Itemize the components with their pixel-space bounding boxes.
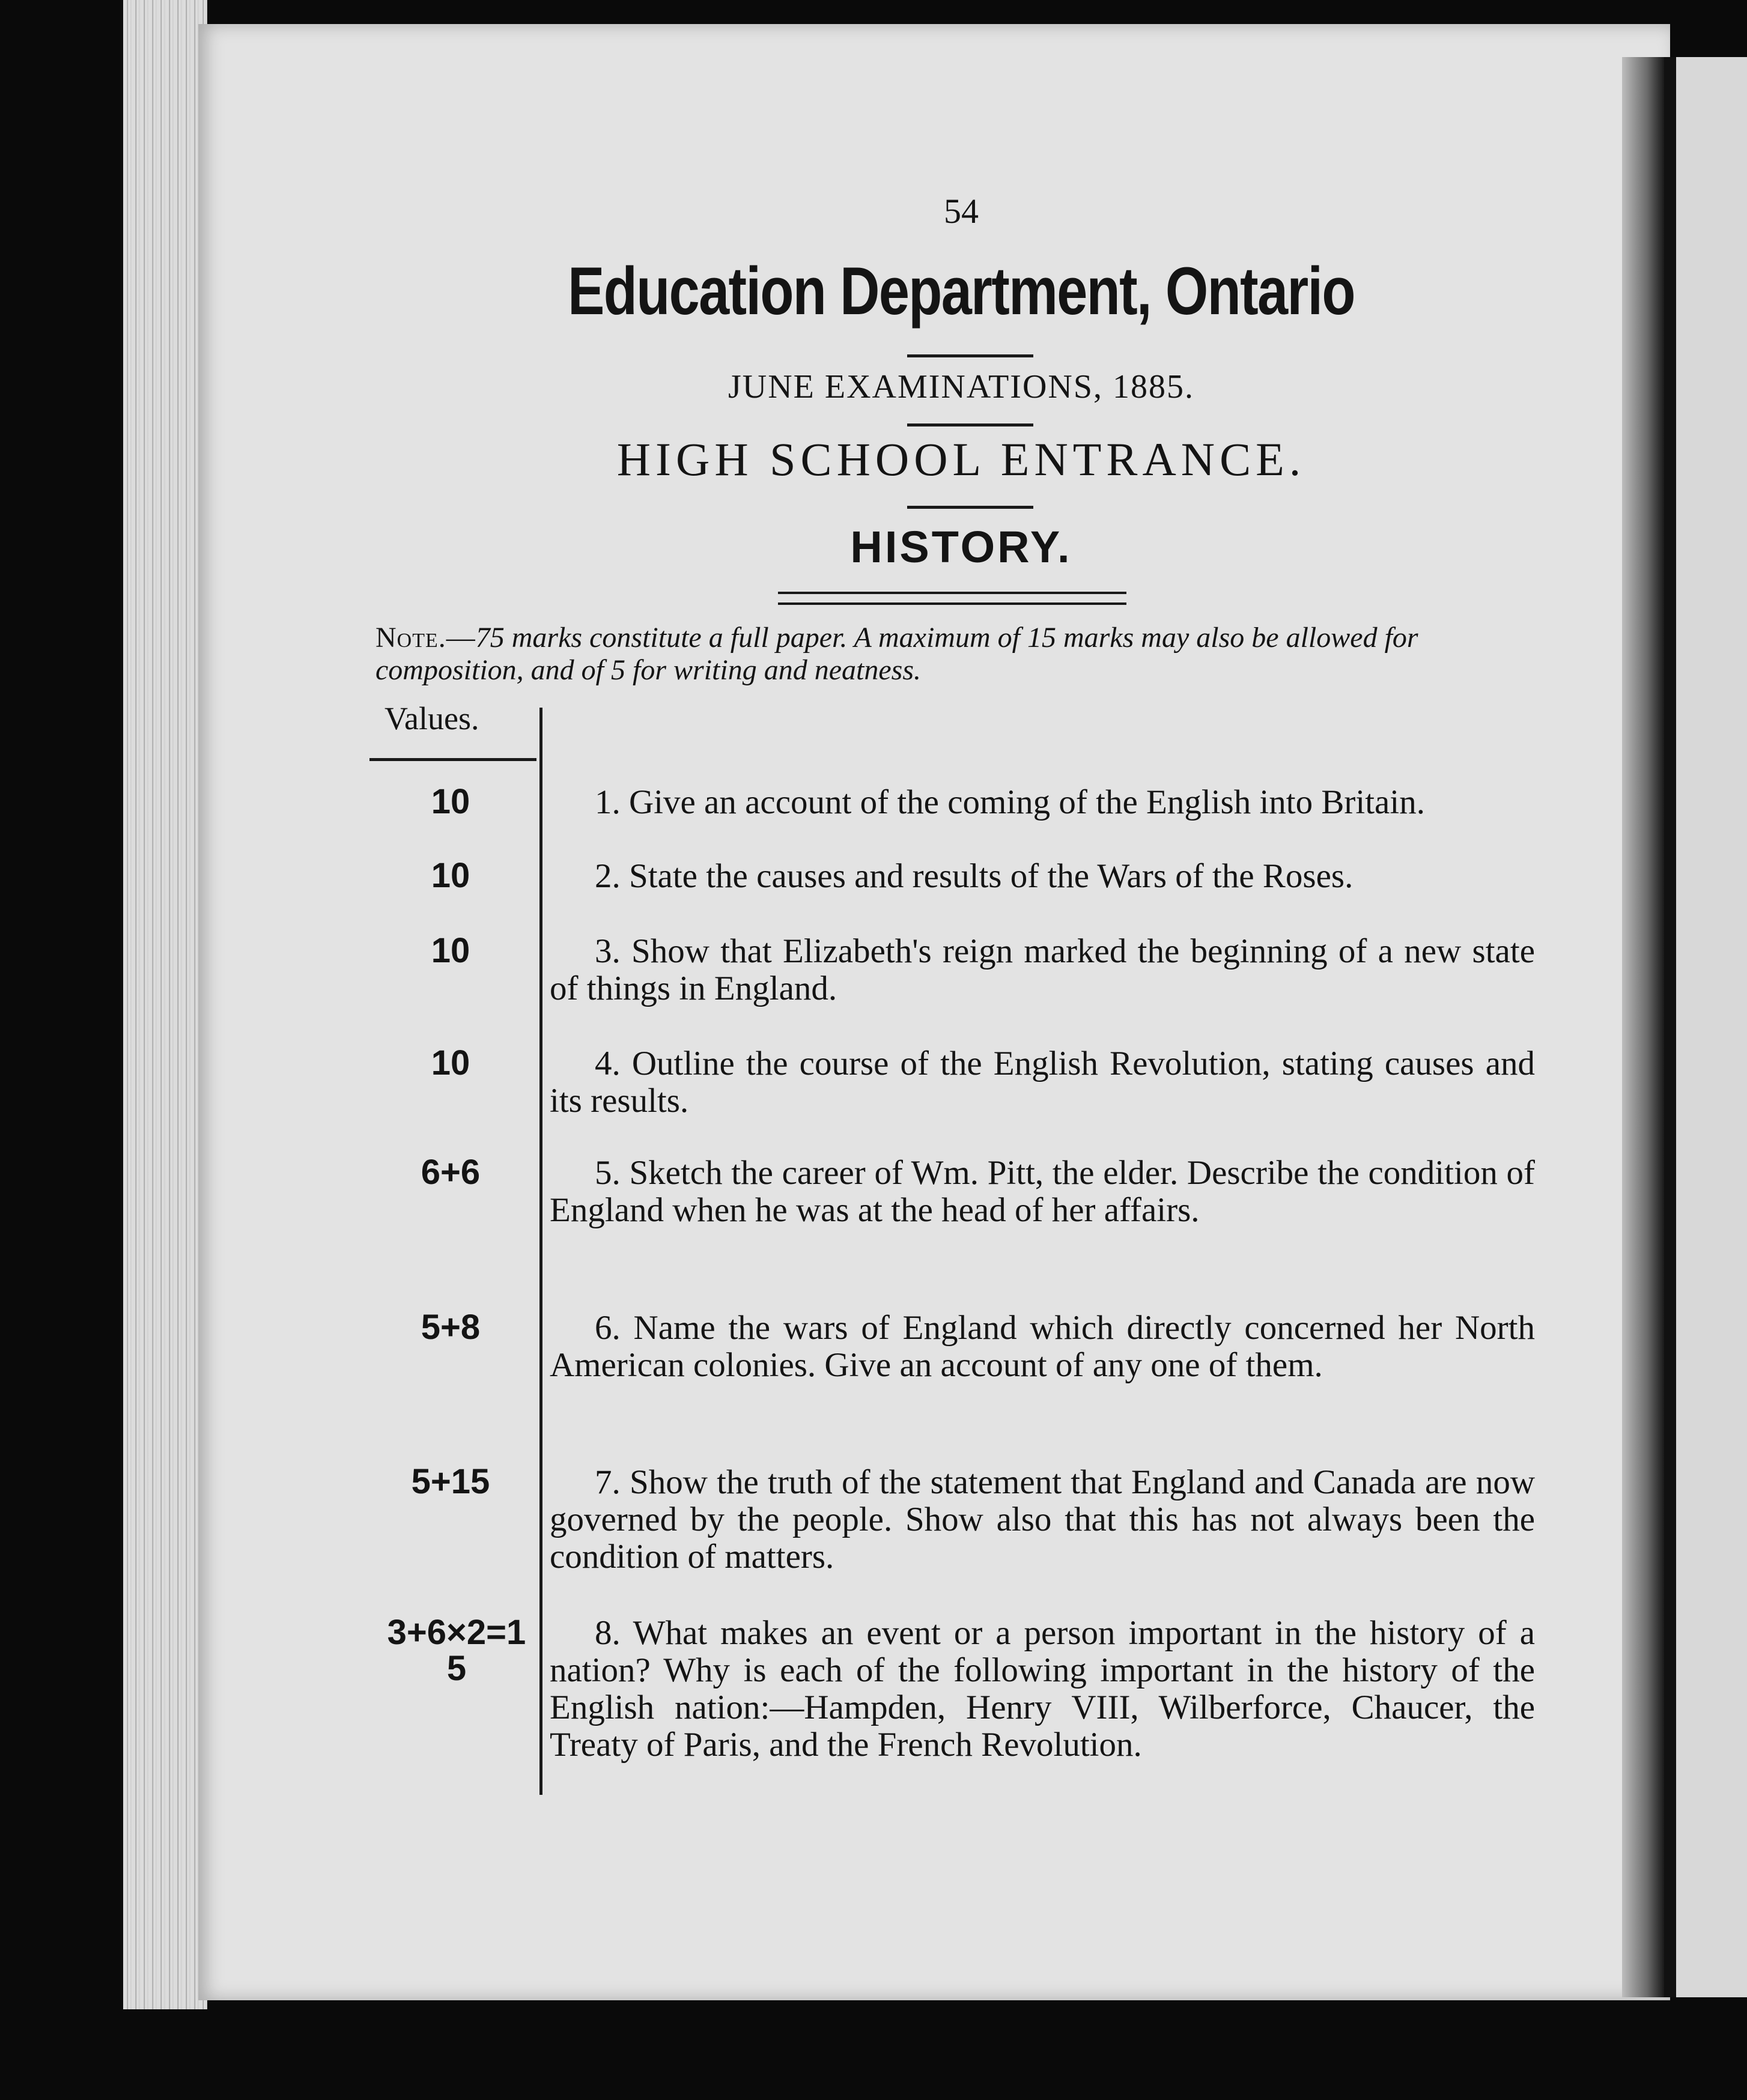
exam-heading: JUNE EXAMINATIONS, 1885. bbox=[728, 368, 1194, 405]
question-1-value: 10 bbox=[431, 782, 470, 821]
question-3-text: 3. Show that Elizabeth's reign marked the beginning of a new state of things in England. bbox=[550, 932, 1535, 1007]
question-4-value: 10 bbox=[431, 1043, 470, 1082]
question-5-value: 6+6 bbox=[421, 1153, 481, 1192]
school-rule bbox=[907, 506, 1033, 509]
question-1-text: 1. Give an account of the coming of the English into Britain. bbox=[595, 783, 1425, 821]
values-header: Values. bbox=[384, 700, 479, 736]
question-8-value: 3+6×2=15 bbox=[387, 1613, 526, 1688]
question-4-text: 4. Outline the course of the English Revolution, stating causes and its results. bbox=[550, 1045, 1535, 1120]
note-label: Note.— bbox=[375, 622, 476, 654]
exam-rule bbox=[907, 423, 1033, 426]
question-6-text: 6. Name the wars of England which directly concerned her North American colonies. Give an account of any one of them. bbox=[550, 1309, 1535, 1384]
question-7-text: 7. Show the truth of the statement that England and Canada are now governed by the people. Show also that this has not always been the condition of matters. bbox=[550, 1463, 1535, 1576]
column-divider bbox=[539, 708, 542, 1795]
question-6-value: 5+8 bbox=[421, 1308, 481, 1347]
question-7-value: 5+15 bbox=[411, 1462, 490, 1501]
question-2-text: 2. State the causes and results of the Wars of the Roses. bbox=[595, 857, 1354, 895]
book-binding bbox=[1622, 57, 1664, 1997]
subject-rule-top bbox=[778, 592, 1126, 594]
school-heading: HIGH SCHOOL ENTRANCE. bbox=[616, 433, 1306, 485]
page-edge-stack bbox=[123, 0, 207, 2009]
question-3-value: 10 bbox=[431, 931, 470, 970]
question-8-text: 8. What makes an event or a person important in the history of a nation? Why is each of the following important in the history of the English nation:—Hampden, Henry VIII, Wilberforce, Chaucer, the Treaty of Paris, and the French Revolution. bbox=[550, 1614, 1535, 1764]
question-2-value: 10 bbox=[431, 856, 470, 895]
subject-rule-bottom bbox=[778, 602, 1126, 605]
facing-page bbox=[1676, 57, 1747, 1997]
note-text: 75 marks constitute a full paper. A maximum of 15 marks may also be allowed for composition, and of 5 for writing and neatness. bbox=[375, 622, 1418, 686]
values-rule bbox=[369, 758, 536, 761]
question-5-text: 5. Sketch the career of Wm. Pitt, the elder. Describe the condition of England when he was at the head of her affairs. bbox=[550, 1154, 1535, 1229]
subject-heading: HISTORY. bbox=[850, 522, 1072, 572]
page-title: Education Department, Ontario bbox=[568, 253, 1355, 329]
title-rule bbox=[907, 354, 1033, 357]
page-number: 54 bbox=[944, 192, 979, 231]
exam-note bbox=[375, 622, 1553, 687]
